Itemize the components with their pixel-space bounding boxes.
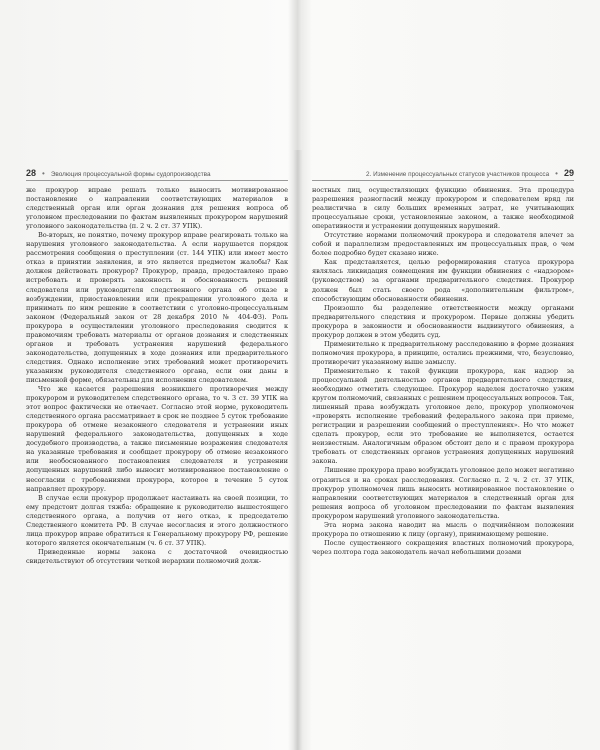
paragraph: Применительно к такой функции прокурора, как надзор за процессуальной деятельностью органов предварительного следствия, необходимо отметить следующее. Прокурор наделен достаточно узким кругом полномочий, связанных с решением процессуальных вопросов. Так, лишенный права возбуждать уголовное дело, прокурор уполномочен «проверять исполнение требований федерального закона при приеме, регистрации и разрешении сообщений о преступлениях». Но что может сделать прокурор, если это требование не выполняется, остается неизвестным. Аналогичным образом обстоит дело и с правом прокурора требовать от следственных органов устранения допущенных нарушений закона. <box>312 366 574 466</box>
left-page <box>26 168 288 728</box>
paragraph: В случае если прокурор продолжает настаивать на своей позиции, то ему предстоит долгая тяжба: обращение к руководителю вышестоящего следственного органа, а получив от него отказ, к председателю Следственного комитета РФ. В случае несогласия и этого должностного лица прокурор вправе обратиться к Генеральному прокурору РФ, решение которого является окончательным (ч. 6 ст. 37 УПК). <box>26 493 288 547</box>
header-bullet: • <box>555 169 558 178</box>
left-running-header <box>26 168 288 181</box>
book-gutter <box>293 150 303 750</box>
left-header-title: Эволюция процессуальной формы судопроизводства <box>50 171 211 178</box>
paragraph: Эта норма закона наводит на мысль о подчинённом положении прокурора по отношению к лицу (органу), принимающему решение. <box>312 520 574 538</box>
paragraph: Лишение прокурора право возбуждать уголовное дело может негативно отразиться и на сроках расследования. Согласно п. 2 ч. 2 ст. 37 УПК, прокурор уполномочен лишь выносить мотивированное постановление о направлении соответствующих материалов в следственный орган для решения вопроса об уголовном преследовании по фактам выявления прокурором нарушений уголовного законодательства. <box>312 466 574 520</box>
right-page <box>312 168 574 728</box>
right-header-title: 2. Изменение процессуальных статусов участников процесса <box>366 171 550 178</box>
paragraph: Применительно к предварительному расследованию в форме дознания полномочия прокурора, в принципе, остались прежними, что, безусловно, противоречит указанному выше замыслу. <box>312 339 574 366</box>
paragraph: Отсутствие нормами полномочий прокурора и следователя влечет за собой и параллелизм предоставленных им процессуальных прав, о чем более подробно будет сказано ниже. <box>312 231 574 258</box>
header-bullet: • <box>42 169 45 178</box>
paragraph: ностных лиц, осуществляющих функцию обвинения. Эта процедура разрешения разногласий между прокурором и следователем вряд ли реалистична в силу больших временных затрат, не учитывающих процессуальные сроки, установленные законом, а также необходимой оперативности и устранении допущенных нарушений. <box>312 186 574 231</box>
paragraph: же прокурор вправе решать только выносить мотивированное постановление о направлении соответствующих материалов в следственный орган или орган дознания для решения вопроса об уголовном преследовании по фактам выявленных прокурором нарушений уголовного законодательства (п. 2 ч. 2 ст. 37 УПК). <box>26 186 288 231</box>
left-page-body <box>26 186 288 566</box>
paragraph: После существенного сокращения властных полномочий прокурора, через полтора года законодатель начал небольшими дозами <box>312 538 574 556</box>
left-page-number: 28 <box>26 168 37 178</box>
paragraph: Произошло бы разделение ответственности между органами предварительного следствия и прокурором. Первые должны убедить прокурора в законности и обоснованности выдвинутого обвинения, а прокурор должен в этом убедить суд. <box>312 303 574 339</box>
paragraph: Что же касается разрешения возникшего противоречия между прокурором и руководителем следственного органа, то ч. 3 ст. 39 УПК на этот вопрос фактически не отвечает. Согласно этой норме, руководитель следственного органа рассматривает в срок не позднее 5 суток требование прокурора об отмене незаконного следователя и устранении иных нарушений федерального законодательства, допущенных в ходе досудебного производства, а также письменные возражения следователя на указанные требования и сообщает прокурору об отмене незаконного или необоснованного постановления следователя и устранении допущенных нарушений либо выносит мотивированное постановление о несогласии с требованиями прокурора, которое в течение 5 суток направляет прокурору. <box>26 385 288 493</box>
paragraph: Во-вторых, не понятно, почему прокурор вправе реагировать только на нарушения уголовного законодательства. А если нарушается порядок рассмотрения сообщения о преступлении (ст. 144 УПК) или имеет место отказ в принятии заявления, и это является предметом жалобы? Как должен действовать прокурор? Прокурор, правда, предоставлено право истребовать и проверять законность и обоснованность решений следователя или руководителя следственного органа об отказе в возбуждении, приостановлении или прекращении уголовного дела и принимать по ним решение в соответствии с уголовно-процессуальным законом (Федеральный закон от 28 декабря 2010 № 404-ФЗ). Роль прокурора в осуществлении уголовного преследования сводится к правомочиям требовать материалы от органов дознания и следственных органов и требовать устранения нарушений федерального законодательства, допущенных в ходе дознания или предварительного следствия. Однако исполнение этих требований может противоречить указаниям руководителя следственного органа, если они даны в письменной форме, обязательны для исполнения следователем. <box>26 231 288 384</box>
paragraph: Как представляется, целью реформирования статуса прокурора являлась ликвидация совмещения им функции обвинения с «надзором» (руководством) за органами предварительного следствия. Прокурор должен был стать своего рода «дополнительным фильтром», способствующим обоснованности обвинения. <box>312 258 574 303</box>
right-page-body <box>312 186 574 557</box>
right-page-number: 29 <box>563 168 574 178</box>
paragraph: Приведенные нормы закона с достаточной очевидностью свидетельствуют об отсутствии четкой иерархии полномочий долж- <box>26 547 288 565</box>
right-running-header <box>312 168 574 181</box>
